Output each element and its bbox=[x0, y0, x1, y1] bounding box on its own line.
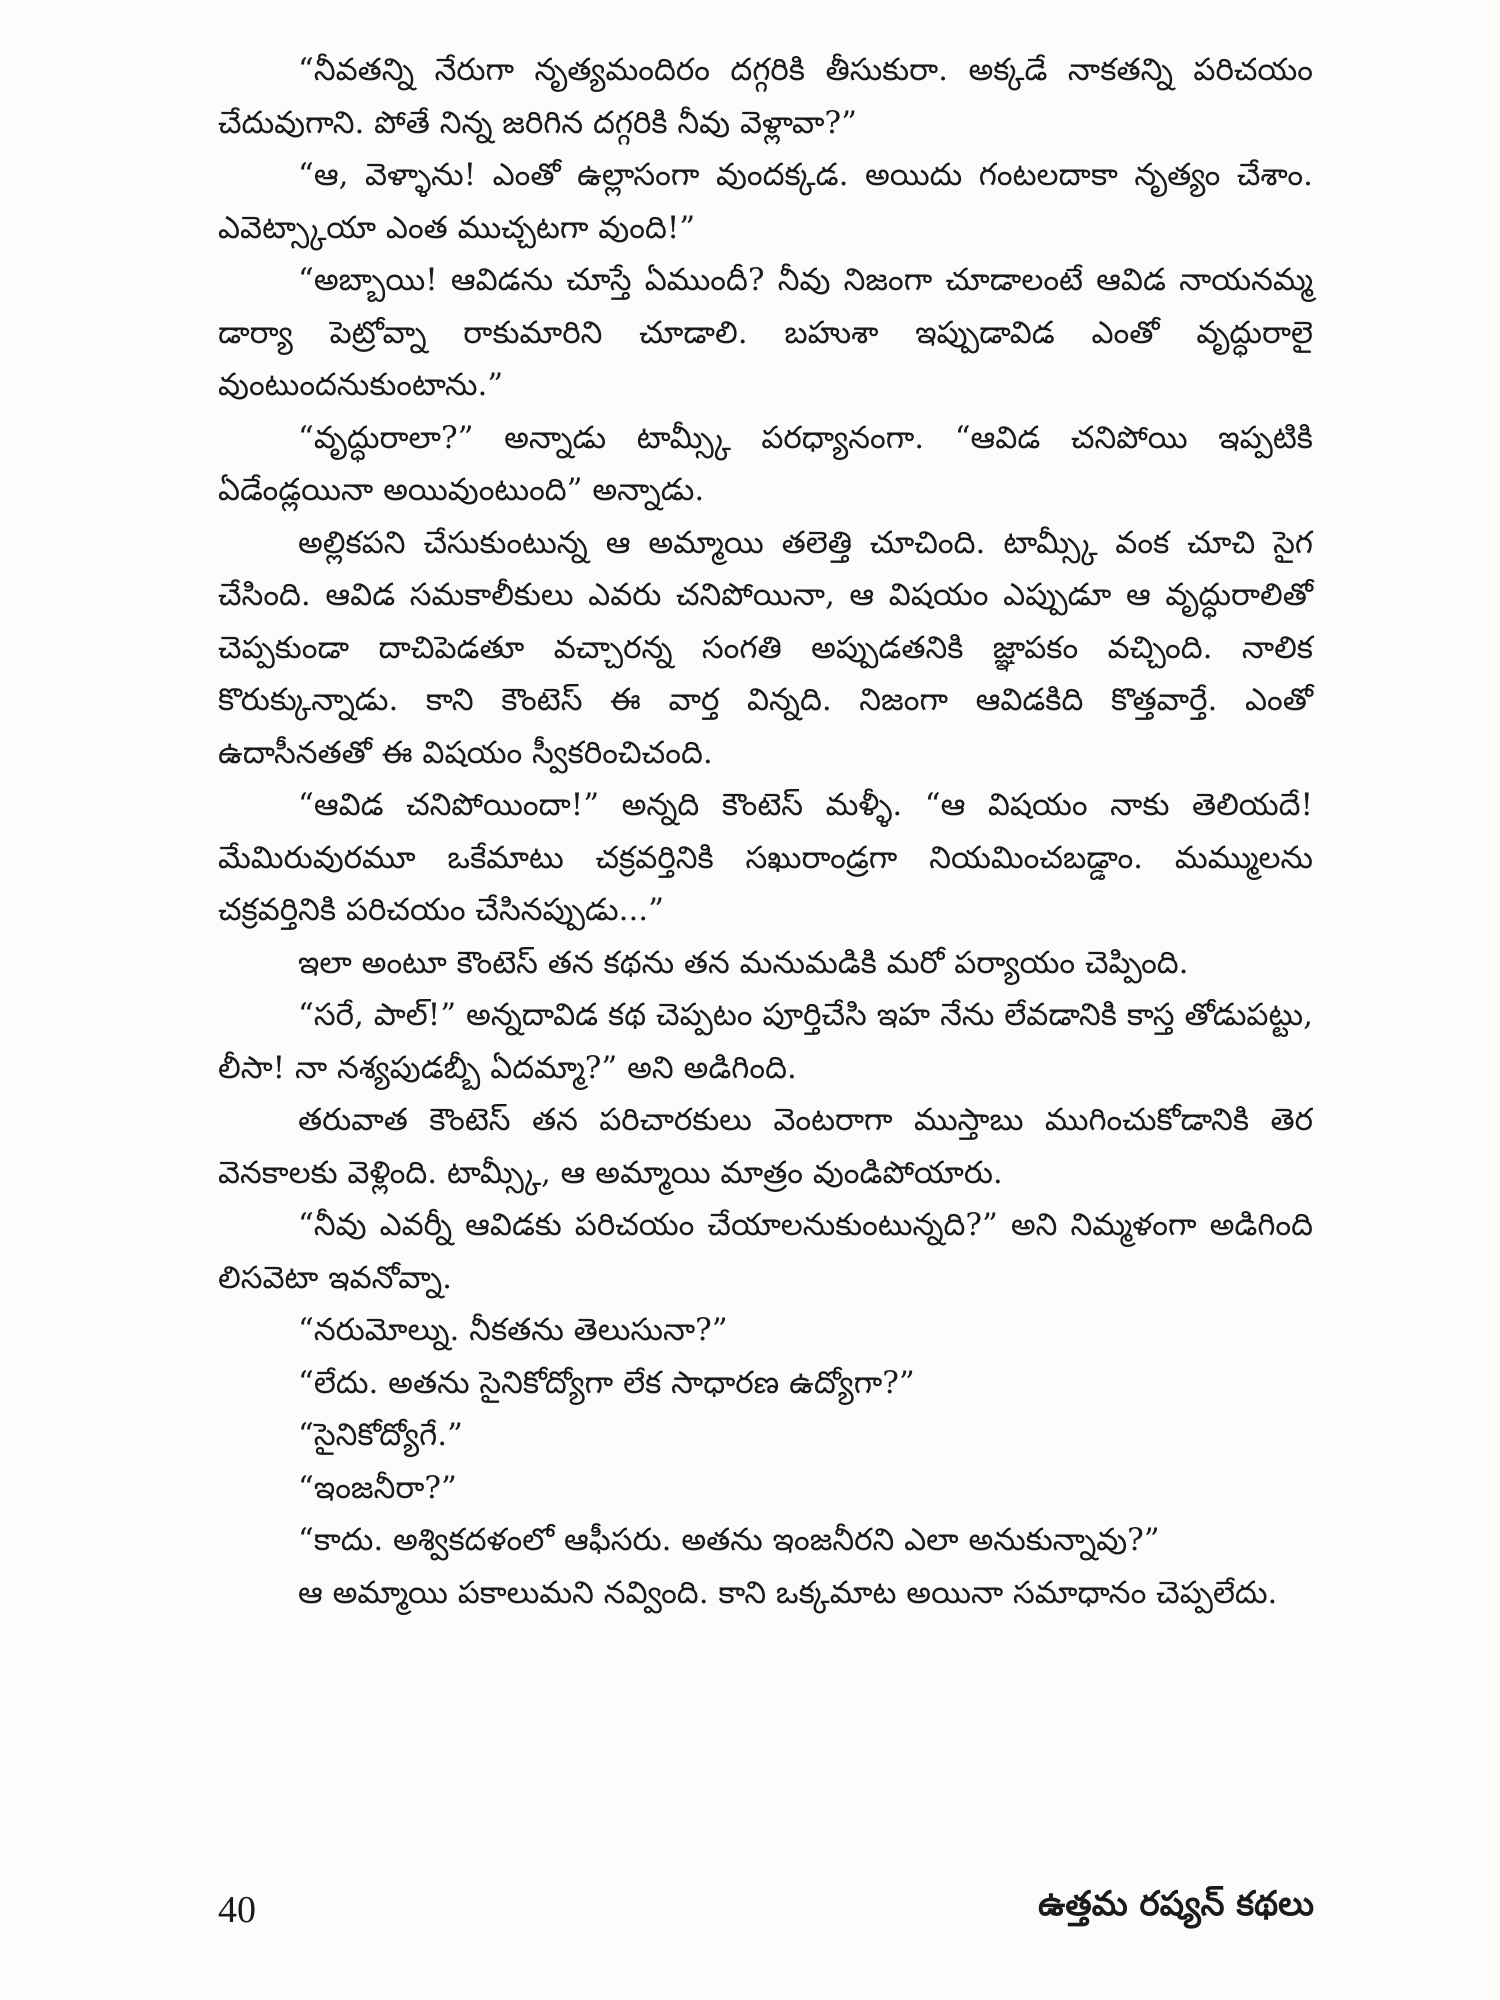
paragraph: “అబ్బాయి! ఆవిడను చూస్తే ఏముందీ? నీవు నిజంగా చూడాలంటే ఆవిడ నాయనమ్మ డార్యా పెట్రోవ్నా రాకుమారిని చూడాలి. బహుశా ఇప్పుడావిడ ఎంతో వృద్ధురాలై వుంటుందనుకుంటాను.” bbox=[218, 262, 1313, 403]
paragraph: “కాదు. అశ్వికదళంలో ఆఫీసరు. అతను ఇంజనీరని ఎలా అనుకున్నావు?” bbox=[298, 1522, 1160, 1558]
paragraph: అల్లికపని చేసుకుంటున్న ఆ అమ్మాయి తలెత్తి చూచింది. టామ్స్కీ వంక చూచి సైగ చేసింది. ఆవిడ సమకాలీకులు ఎవరు చనిపోయినా, ఆ విషయం ఎప్పుడూ ఆ వృద్ధురాలితో చెప్పకుండా దాచిపెడతూ వచ్చారన్న సంగతి అప్పుడతనికి జ్ఞాపకం వచ్చింది. నాలిక కొరుక్కున్నాడు. కాని కౌంటెస్ ఈ వార్త విన్నది. నిజంగా ఆవిడకిది కొత్తవార్తే. ఎంతో ఉదాసీనతతో ఈ విషయం స్వీకరించిచంది. bbox=[218, 524, 1313, 771]
paragraph: “ఆ, వెళ్ళాను! ఎంతో ఉల్లాసంగా వుందక్కడ. అయిదు గంటలదాకా నృత్యం చేశాం. ఎవెట్స్కాయా ఎంత ముచ్చటగా వుంది!” bbox=[218, 157, 1313, 246]
page-number: 40 bbox=[218, 1889, 256, 1931]
paragraph: “ఆవిడ చనిపోయిందా!” అన్నది కౌంటెస్ మళ్ళీ. “ఆ విషయం నాకు తెలియదే! మేమిరువురమూ ఒకేమాటు చక్రవర్తినికి సఖురాండ్రగా నియమించబడ్డాం. మమ్ములను చక్రవర్తినికి పరిచయం చేసినప్పుడు...” bbox=[218, 787, 1313, 928]
book-title: ఉత్తమ రష్యన్ కథలు bbox=[1038, 1884, 1314, 1924]
paragraph: “నరుమోల్ను. నీకతను తెలుసునా?” bbox=[298, 1312, 728, 1348]
paragraph: “వృద్ధురాలా?” అన్నాడు టామ్స్కీ పరధ్యానంగా. “ఆవిడ చనిపోయి ఇప్పటికి ఏడేండ్లయినా అయివుంటుంది” అన్నాడు. bbox=[218, 419, 1313, 508]
paragraph: “సైనికోద్యోగే.” bbox=[298, 1417, 463, 1453]
body-text bbox=[218, 44, 1313, 1619]
paragraph: “నీవు ఎవర్నీ ఆవిడకు పరిచయం చేయాలనుకుంటున్నది?” అని నిమ్మళంగా అడిగింది లిసవెటా ఇవనోవ్నా. bbox=[218, 1207, 1313, 1296]
paragraph: ఇలా అంటూ కౌంటెస్ తన కథను తన మనుమడికి మరో పర్యాయం చెప్పింది. bbox=[298, 944, 1189, 981]
paragraph: “ఇంజనీరా?” bbox=[298, 1469, 457, 1506]
paragraph: “లేదు. అతను సైనికోద్యోగా లేక సాధారణ ఉద్యోగా?” bbox=[298, 1364, 915, 1401]
paragraph: “సరే, పాల్!” అన్నదావిడ కథ చెప్పటం పూర్తిచేసి ఇహ నేను లేవడానికి కాస్త తోడుపట్టు, లీసా! నా నశ్యపుడబ్బీ ఏదమ్మా?” అని అడిగింది. bbox=[218, 997, 1313, 1086]
paragraph: “నీవతన్ని నేరుగా నృత్యమందిరం దగ్గరికి తీసుకురా. అక్కడే నాకతన్ని పరిచయం చేదువుగాని. పోతే నిన్న జరిగిన దగ్గరికి నీవు వెళ్లావా?” bbox=[218, 52, 1313, 141]
paragraph: ఆ అమ్మాయి పకాలుమని నవ్వింది. కాని ఒక్కమాట అయినా సమాధానం చెప్పలేదు. bbox=[298, 1574, 1278, 1611]
paragraph: తరువాత కౌంటెస్ తన పరిచారకులు వెంటరాగా ముస్తాబు ముగించుకోడానికి తెర వెనకాలకు వెళ్లింది. టామ్స్కీ, ఆ అమ్మాయి మాత్రం వుండిపోయారు. bbox=[218, 1102, 1313, 1191]
